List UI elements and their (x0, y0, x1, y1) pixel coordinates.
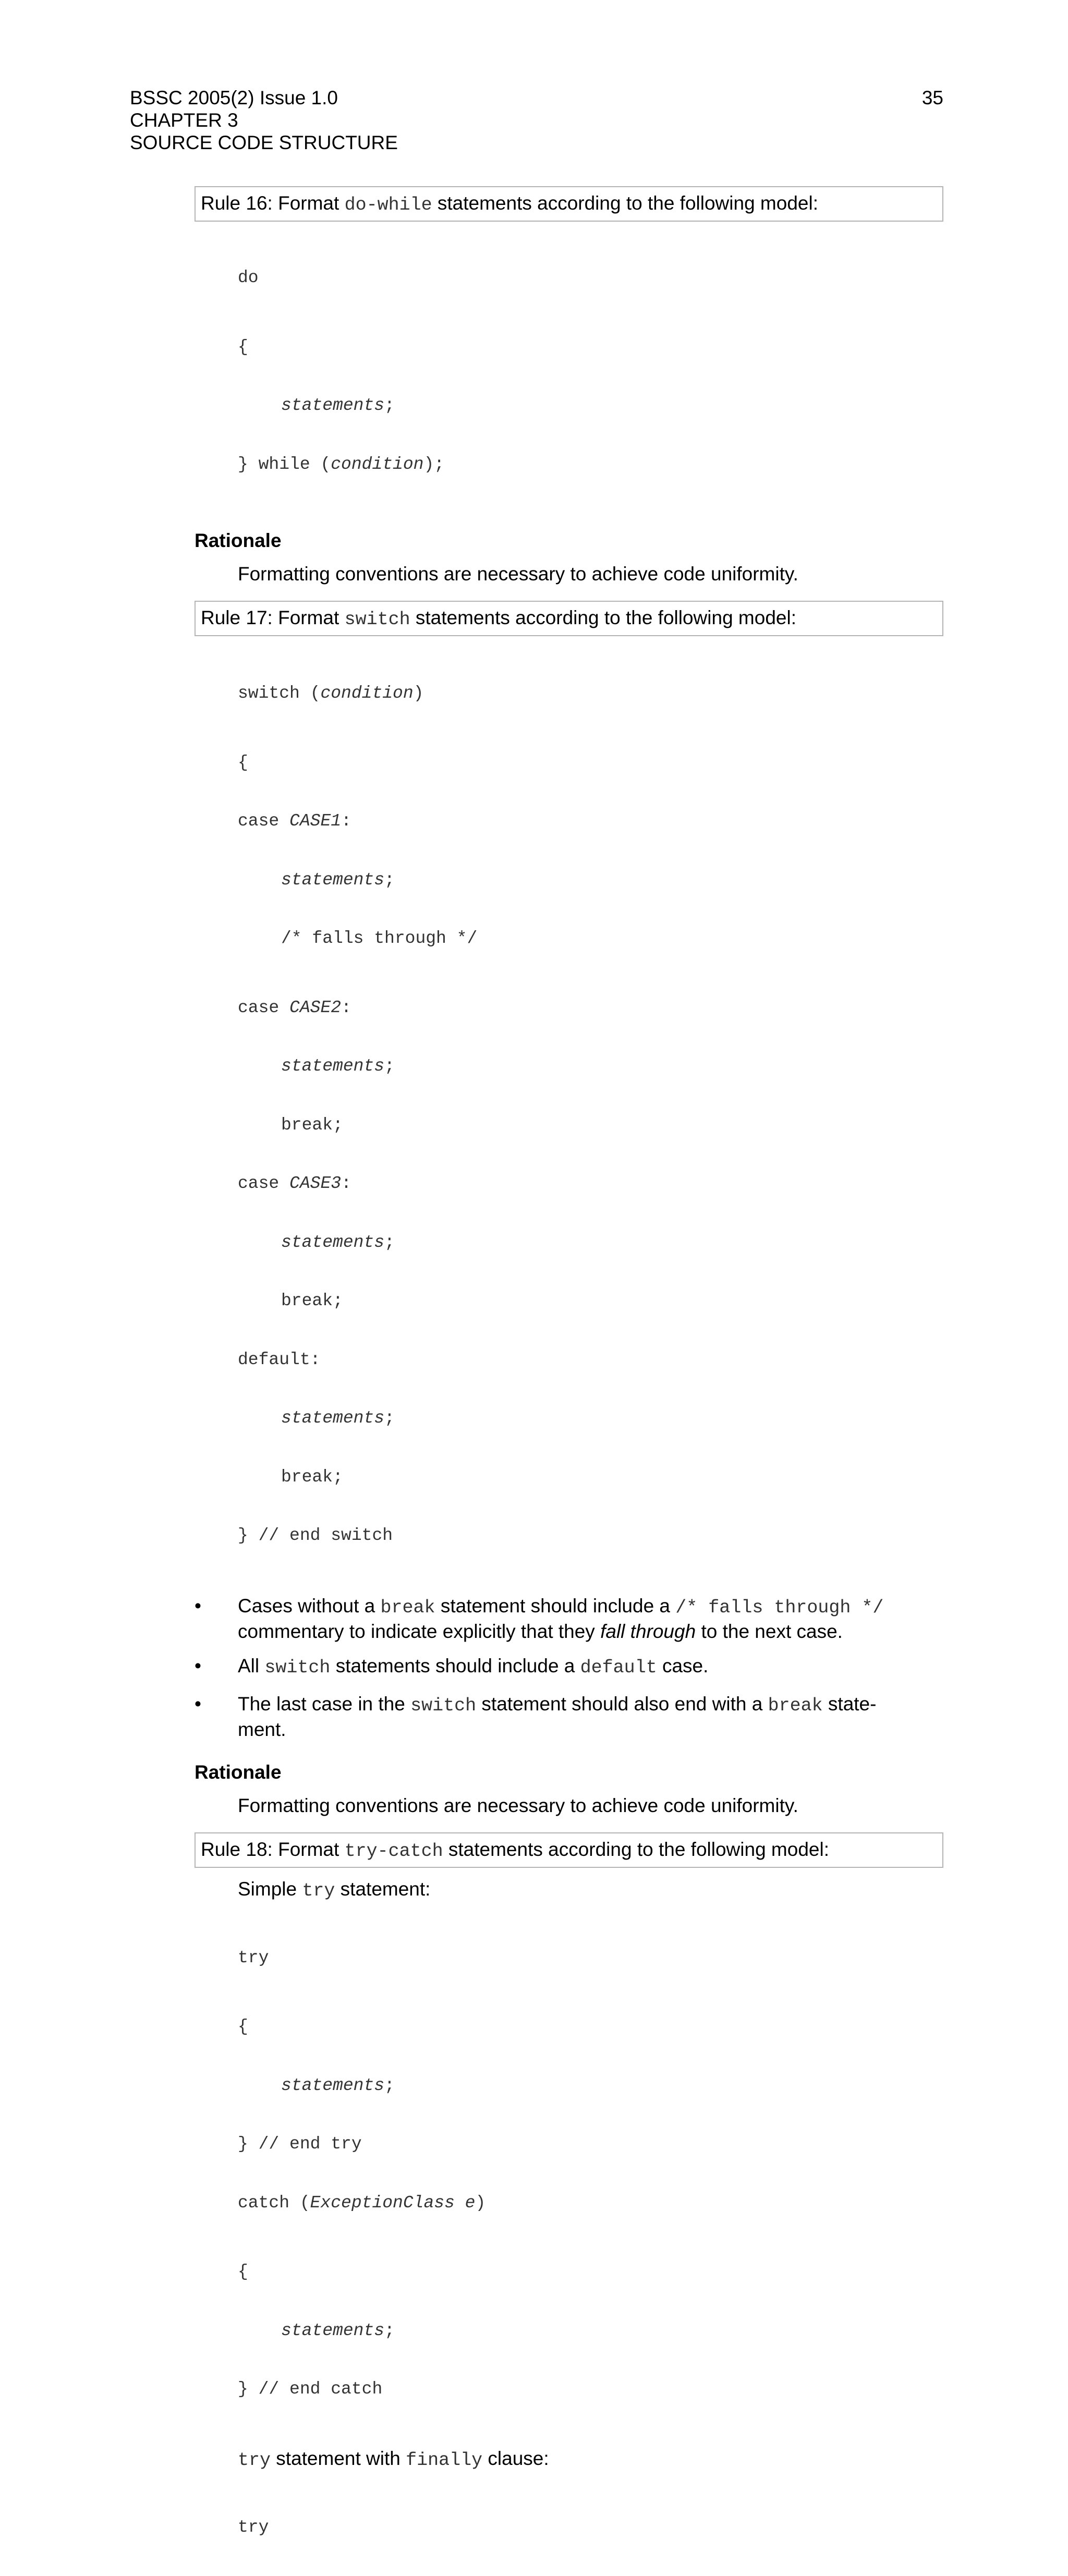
rule-17-code (238, 645, 943, 1585)
code-line: { (238, 2262, 943, 2282)
code-line: switch (condition) (238, 684, 943, 703)
code-line: try (238, 2518, 943, 2537)
finally-label: try statement with finally clause: (238, 2447, 943, 2472)
code-line: try (238, 1948, 943, 1968)
rule-16-code (238, 229, 943, 513)
rationale-text: Formatting conventions are necessary to achieve code uniformity. (238, 562, 943, 586)
code-line: statements; (238, 1233, 943, 1253)
page-body (195, 186, 943, 2576)
code-line: statements; (238, 396, 943, 416)
code-line: } // end switch (238, 1526, 943, 1546)
rule-16-suffix: statements according to the following model: (432, 192, 818, 214)
code-line: } // end try (238, 2134, 943, 2154)
code-line: statements; (238, 2076, 943, 2096)
rule-16-prefix: Rule 16: Format (201, 192, 345, 214)
rule-17-box (195, 601, 943, 636)
code-line: case CASE3: (238, 1174, 943, 1194)
rule-18-code (238, 1909, 943, 2438)
code-line: catch (ExceptionClass e) (238, 2193, 943, 2213)
rule-17-keyword: switch (345, 609, 410, 630)
rule-17-suffix: statements according to the following model: (410, 607, 796, 628)
bullet-item: • All switch statements should include a default case. (238, 1654, 943, 1680)
chapter-label: CHAPTER 3 (130, 109, 943, 131)
bullet-item: • Cases without a break statement should include a /* falls through */ commentary to indicate explicitly that they fall through to the next case. (238, 1594, 943, 1644)
code-line: statements; (238, 2321, 943, 2341)
section-title: SOURCE CODE STRUCTURE (130, 131, 943, 154)
code-line: { (238, 337, 943, 357)
rule-16-box (195, 186, 943, 222)
code-line: { (238, 753, 943, 773)
code-line: default: (238, 1350, 943, 1370)
code-line: case CASE1: (238, 811, 943, 831)
rule-18-prefix: Rule 18: Format (201, 1839, 345, 1860)
bullet-item: • The last case in the switch statement should also end with a break state- ment. (238, 1692, 943, 1742)
bullet-marker: • (195, 1594, 201, 1618)
page-number: 35 (922, 87, 943, 109)
document-id: BSSC 2005(2) Issue 1.0 (130, 87, 943, 109)
rule-17-prefix: Rule 17: Format (201, 607, 345, 628)
rationale-heading: Rationale (195, 1760, 943, 1784)
bullet-marker: • (195, 1692, 201, 1716)
code-line: do (238, 268, 943, 288)
rule-18-suffix: statements according to the following model: (443, 1839, 829, 1860)
code-line: } while (condition); (238, 455, 943, 475)
code-line: { (238, 2017, 943, 2037)
simple-try-label: Simple try statement: (238, 1877, 943, 1903)
rationale-heading: Rationale (195, 529, 943, 553)
code-line: statements; (238, 870, 943, 890)
code-line: break; (238, 1467, 943, 1487)
rule-16-keyword: do-while (345, 195, 432, 215)
code-line: statements; (238, 1056, 943, 1076)
page-header (130, 87, 943, 154)
finally-code (238, 2478, 943, 2576)
bullet-marker: • (195, 1654, 201, 1678)
rule-18-keyword: try-catch (345, 1841, 443, 1862)
rule-18-box (195, 1832, 943, 1868)
code-line: break; (238, 1115, 943, 1135)
rationale-text: Formatting conventions are necessary to achieve code uniformity. (238, 1794, 943, 1818)
code-line: /* falls through */ (238, 929, 943, 949)
code-line: } // end catch (238, 2379, 943, 2399)
code-line: case CASE2: (238, 998, 943, 1018)
code-line: statements; (238, 1408, 943, 1428)
code-line: break; (238, 1291, 943, 1311)
